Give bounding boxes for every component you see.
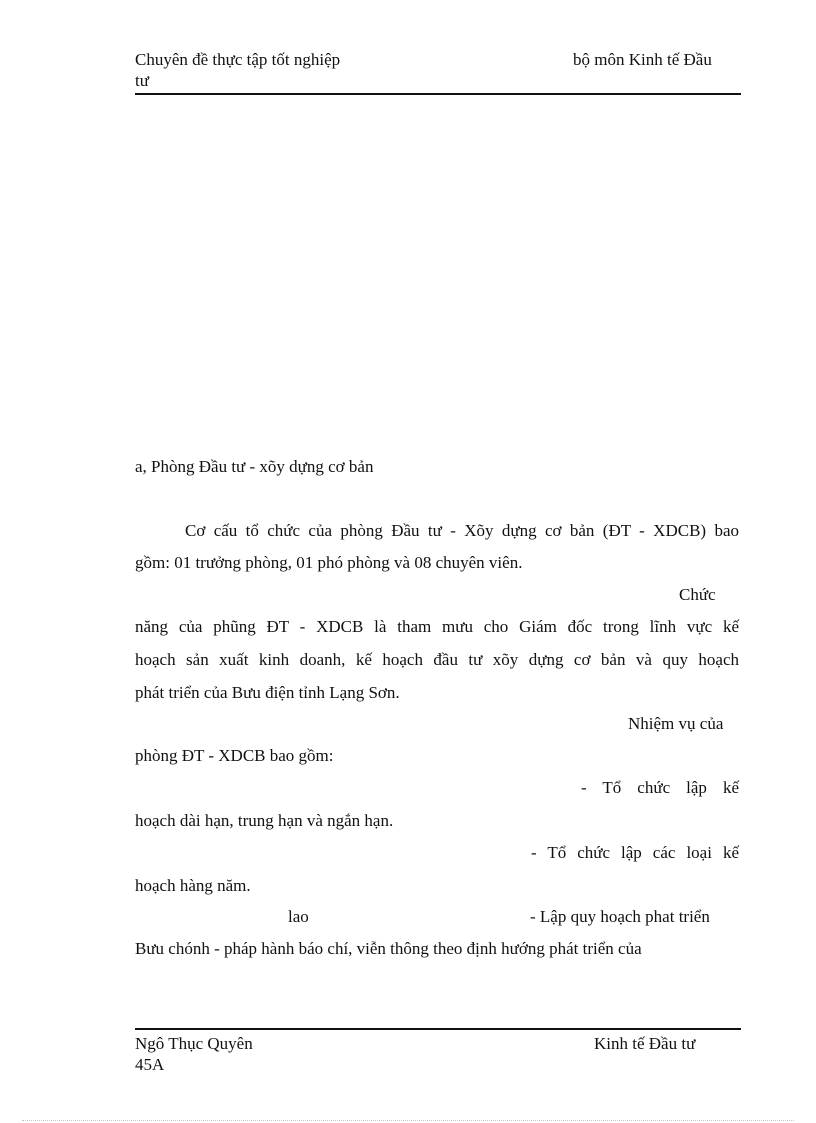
header-left-line2: tư [135,71,149,90]
p2-line2: hoạch sản xuất kinh doanh, kế hoạch đầu tư xõy dựng cơ bản và quy hoạch [135,650,739,669]
p1-line1: Cơ cấu tổ chức của phòng Đầu tư - Xõy dựng cơ bản (ĐT - XDCB) bao [185,521,739,540]
p2-lead: Chức [679,585,716,604]
bullet1-lead: - Tổ chức lập kế [581,778,739,797]
footer-dept: Kinh tế Đầu tư [594,1034,696,1053]
header-left-line1: Chuyên đề thực tập tốt nghiệp [135,50,341,69]
p3-line1: phòng ĐT - XDCB bao gồm: [135,746,334,765]
bullet2-line: hoạch hàng năm. [135,876,251,895]
header-rule [135,93,741,95]
p3-lead: Nhiệm vụ của [628,714,724,733]
bullet3-lead: - Lập quy hoạch phat triển [530,907,710,926]
bullet1-line: hoạch dài hạn, trung hạn và ngắn hạn. [135,811,394,830]
bullet3-line: Bưu chónh - pháp hành báo chí, viễn thông theo định hướng phát triển của [135,939,642,958]
footer-author: Ngô Thục Quyên [135,1034,253,1053]
p2-line3: phát triển của Bưu điện tỉnh Lạng Sơn. [135,683,400,702]
p2-line1: năng của phũng ĐT - XDCB là tham mưu cho Giám đốc trong lĩnh vực kế [135,617,739,636]
header-right: bộ môn Kinh tế Đầu [573,50,712,69]
stray-text: lao [288,907,309,926]
section-title: a, Phòng Đầu tư - xõy dựng cơ bản [135,457,374,476]
footer-class: 45A [135,1055,165,1074]
bullet2-lead: - Tổ chức lập các loại kế [531,843,739,862]
page-edge-divider [22,1120,794,1121]
footer-rule [135,1028,741,1030]
p1-line2: gồm: 01 trưởng phòng, 01 phó phòng và 08 chuyên viên. [135,553,523,572]
